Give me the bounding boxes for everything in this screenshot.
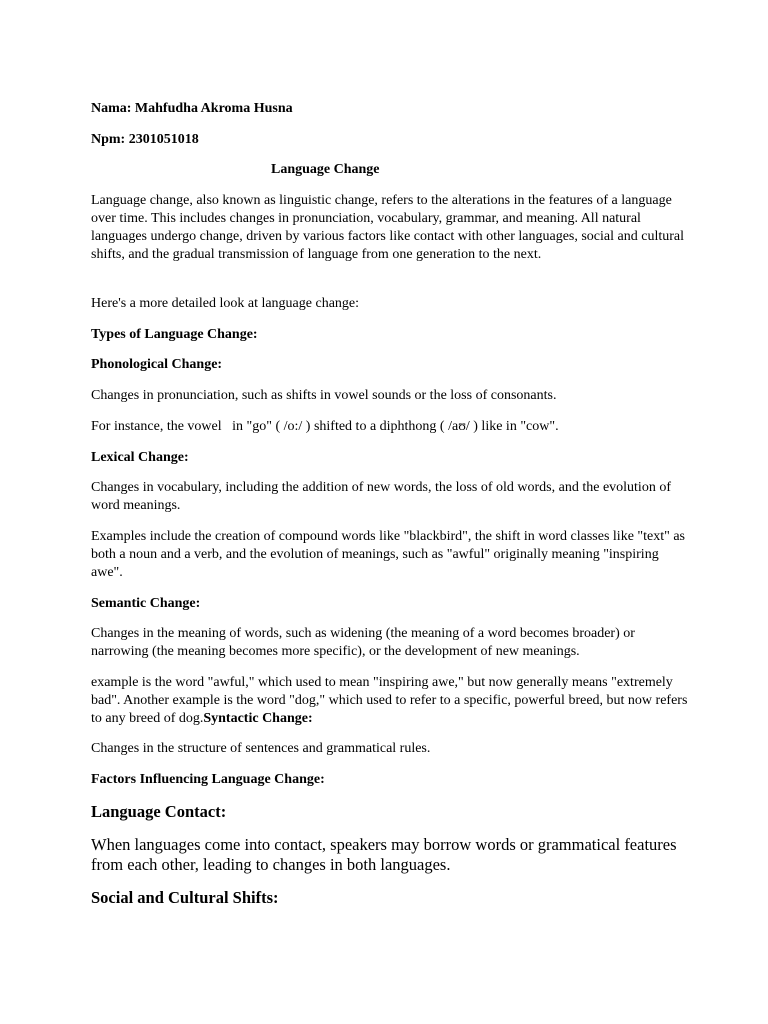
lexical-example: Examples include the creation of compound words like "blackbird", the shift in word classes like "text" as both a noun and a verb, and the evolution of meanings, such as "awful" originally meaning "inspiring awe". bbox=[91, 529, 685, 580]
semantic-heading: Semantic Change: bbox=[91, 596, 201, 611]
name-line: Nama: Mahfudha Akroma Husna bbox=[91, 101, 293, 116]
contact-text: When languages come into contact, speakers may borrow words or grammatical features from each other, leading to changes in both languages. bbox=[91, 835, 677, 874]
intro-paragraph: Language change, also known as linguistic change, refers to the alterations in the features of a language over time. This includes changes in pronunciation, vocabulary, grammar, and meaning. All natural languages undergo change, driven by various factors like contact with other languages, social and cultural shifts, and the gradual transmission of language from one generation to the next. bbox=[91, 193, 684, 262]
phonological-text: Changes in pronunciation, such as shifts in vowel sounds or the loss of consonants. bbox=[91, 388, 557, 403]
semantic-example-text: example is the word "awful," which used to mean "inspiring awe," but now generally means "extremely bad". Another example is the word "dog," which used to refer to a specific, powerful breed, but now refers to any breed of dog. bbox=[91, 675, 688, 726]
semantic-text: Changes in the meaning of words, such as widening (the meaning of a word becomes broader) or narrowing (the meaning becomes more specific), or the development of new meanings. bbox=[91, 626, 635, 659]
lead-in-paragraph: Here's a more detailed look at language change: bbox=[91, 296, 360, 311]
phonological-heading: Phonological Change: bbox=[91, 357, 223, 372]
factors-heading: Factors Influencing Language Change: bbox=[91, 772, 325, 787]
social-heading: Social and Cultural Shifts: bbox=[91, 888, 279, 907]
types-heading: Types of Language Change: bbox=[91, 327, 258, 342]
lexical-text: Changes in vocabulary, including the addition of new words, the loss of old words, and the evolution of word meanings. bbox=[91, 480, 671, 513]
document-title: Language Change bbox=[271, 162, 380, 177]
npm-line: Npm: 2301051018 bbox=[91, 132, 199, 147]
lexical-heading: Lexical Change: bbox=[91, 450, 189, 465]
contact-heading: Language Contact: bbox=[91, 802, 227, 821]
semantic-example bbox=[91, 674, 691, 728]
syntactic-text: Changes in the structure of sentences and grammatical rules. bbox=[91, 741, 431, 756]
phonological-example: For instance, the vowel in "go" ( /o:/ ) shifted to a diphthong ( /aʊ/ ) like in "cow". bbox=[91, 419, 559, 434]
syntactic-heading: Syntactic Change: bbox=[203, 711, 313, 726]
